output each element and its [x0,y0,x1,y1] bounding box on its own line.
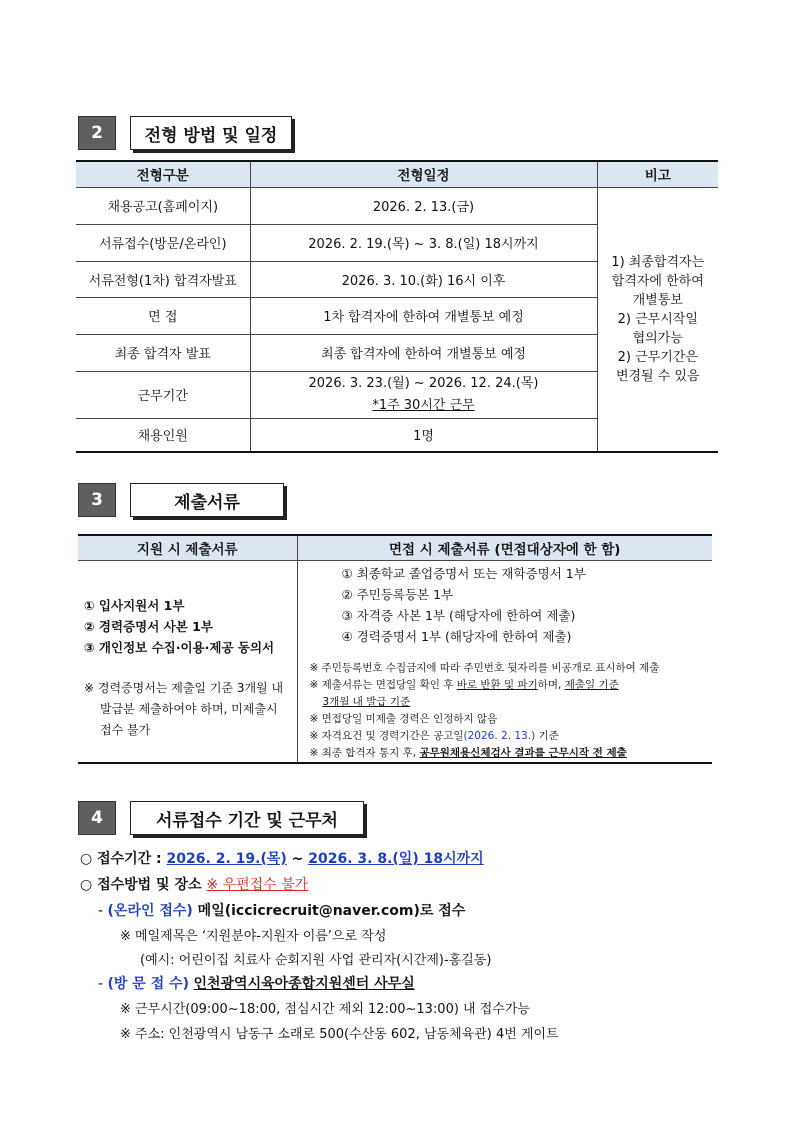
note-line: ※ 면접당일 미제출 경력은 인정하지 않음 [309,712,498,725]
note-line [310,694,705,711]
section-title: 서류접수 기간 및 근무처 [130,801,364,835]
period-line [80,848,484,868]
section-number: 3 [78,483,116,517]
dash: - [98,903,108,919]
stage-cell: 채용공고(홈페이지) [76,187,250,224]
table-header: 면접 시 제출서류 (면접대상자에 한 함) [297,535,712,560]
remark-line: 변경될 수 있음 [615,368,700,384]
section-3-header [78,483,284,517]
dash: - [98,976,108,992]
online-note-2: (예시: 어린이집 치료사 순회지원 사업 관리자(시간제)-홍길동) [140,953,492,968]
section-4-header [78,801,364,835]
note-line [310,728,705,745]
stage-cell: 근무기간 [76,371,250,418]
method-label: ○ 접수방법 및 장소 [80,877,207,893]
interview-notes [310,660,705,762]
table-header: 전형일정 [250,161,597,187]
schedule-cell: 2026. 2. 19.(목) ~ 3. 8.(일) 18시까지 [250,224,597,261]
table-header: 전형구분 [76,161,250,187]
period-label: ○ 접수기간 : [80,851,167,867]
note-text: ※ 최종 합격자 통지 후, [309,746,420,759]
section-2-header [78,116,292,150]
schedule-table [76,160,718,453]
list-item: ② 주민등록등본 1부 [341,586,454,602]
list-item: ① 최종학교 졸업증명서 또는 재학증명서 1부 [341,565,586,581]
visit-note-2: ※ 주소: 인천광역시 남동구 소래로 500(수산동 602, 남동체육관) 4번 게이트 [120,1027,559,1042]
online-tag: (온라인 접수) [107,903,193,919]
list-item: ③ 자격증 사본 1부 (해당자에 한하여 제출) [341,607,576,623]
note-date: (2026. 2. 13.) [463,729,536,742]
note-text: 기준 [535,729,559,742]
remark-line: 협의가능 [632,330,683,346]
stage-cell: 면 접 [76,297,250,334]
remark-line: 합격자에 한하여 [611,273,704,289]
note-text: ※ 자격요건 및 경력기간은 공고일 [309,729,464,742]
note-line [310,745,705,762]
schedule-cell: 1명 [250,418,597,452]
note-text: 하며, [537,678,565,691]
section-title: 제출서류 [130,483,284,517]
apply-note: ※ 경력증명서는 제출일 기준 3개월 내 발급분 제출하여야 하며, 미제출시 접수 불가 [84,680,284,737]
table-header: 비고 [597,161,718,187]
schedule-cell [250,371,597,418]
section-number: 4 [78,801,116,835]
documents-table [78,534,712,764]
period-end: 2026. 3. 8.(일) 18시까지 [308,851,484,867]
note-underline: 공무원채용신체검사 결과를 근무시작 전 제출 [419,746,627,759]
period-separator: ~ [286,851,309,867]
apply-docs-cell [78,560,297,763]
schedule-note: *1주 30시간 근무 [372,397,475,413]
note-line: ※ 주민등록번호 수집금지에 따라 주민번호 뒷자리를 비공개로 표시하여 제출 [309,661,660,674]
list-item: ① 입사지원서 1부 [84,597,185,613]
stage-cell: 최종 합격자 발표 [76,334,250,371]
remark-line: 개별통보 [632,292,683,308]
schedule-cell: 1차 합격자에 한하여 개별통보 예정 [250,297,597,334]
remark-line: 1) 최종합격자는 [611,254,705,270]
apply-docs-list [84,595,291,658]
schedule-text: 2026. 3. 23.(월) ~ 2026. 12. 24.(목) [308,375,539,391]
online-text: 메일(iccicrecruit@naver.com)로 접수 [192,903,466,919]
method-warning: ※ 우편접수 불가 [206,877,309,893]
period-start: 2026. 2. 19.(목) [166,851,287,867]
note-line [310,677,705,694]
list-item: ② 경력증명서 사본 1부 [84,618,213,634]
table-row [76,187,718,224]
note-underline: 제출일 기준 [564,678,619,691]
method-line [80,874,308,894]
schedule-cell: 최종 합격자에 한하여 개별통보 예정 [250,334,597,371]
online-line [98,900,465,920]
section-number: 2 [78,116,116,150]
schedule-cell: 2026. 3. 10.(화) 16시 이후 [250,261,597,297]
table-header-row [78,535,712,560]
note-underline: 3개월 내 발급 기준 [322,695,411,708]
table-row [78,560,712,763]
list-item: ③ 개인정보 수집·이용·제공 동의서 [84,639,275,655]
visit-tag: (방 문 접 수) [107,976,190,992]
visit-text: 인천광역시육아종합지원센터 사무실 [193,976,415,992]
list-item: ④ 경력증명서 1부 (해당자에 한하여 제출) [341,628,572,644]
visit-line [98,973,415,993]
remark-line: 2) 근무시작일 [617,311,698,327]
section-title: 전형 방법 및 일정 [130,116,292,150]
online-note-1: ※ 메일제목은 ‘지원분야-지원자 이름’으로 작성 [120,929,387,944]
remark-line: 2) 근무기간은 [617,349,698,365]
visit-note-1: ※ 근무시간(09:00~18:00, 점심시간 제외 12:00~13:00) 내 접수가능 [120,1002,530,1017]
stage-cell: 서류접수(방문/온라인) [76,224,250,261]
note-text: ※ 제출서류는 면접당일 확인 후 [309,678,457,691]
note-underline: 바로 반환 및 파기 [456,678,538,691]
table-header: 지원 시 제출서류 [78,535,297,560]
schedule-cell: 2026. 2. 13.(금) [250,187,597,224]
remarks-cell [597,187,718,452]
interview-docs-cell [297,560,712,763]
interview-docs-list [310,563,705,647]
stage-cell: 서류전형(1차) 합격자발표 [76,261,250,297]
stage-cell: 채용인원 [76,418,250,452]
table-header-row [76,161,718,187]
